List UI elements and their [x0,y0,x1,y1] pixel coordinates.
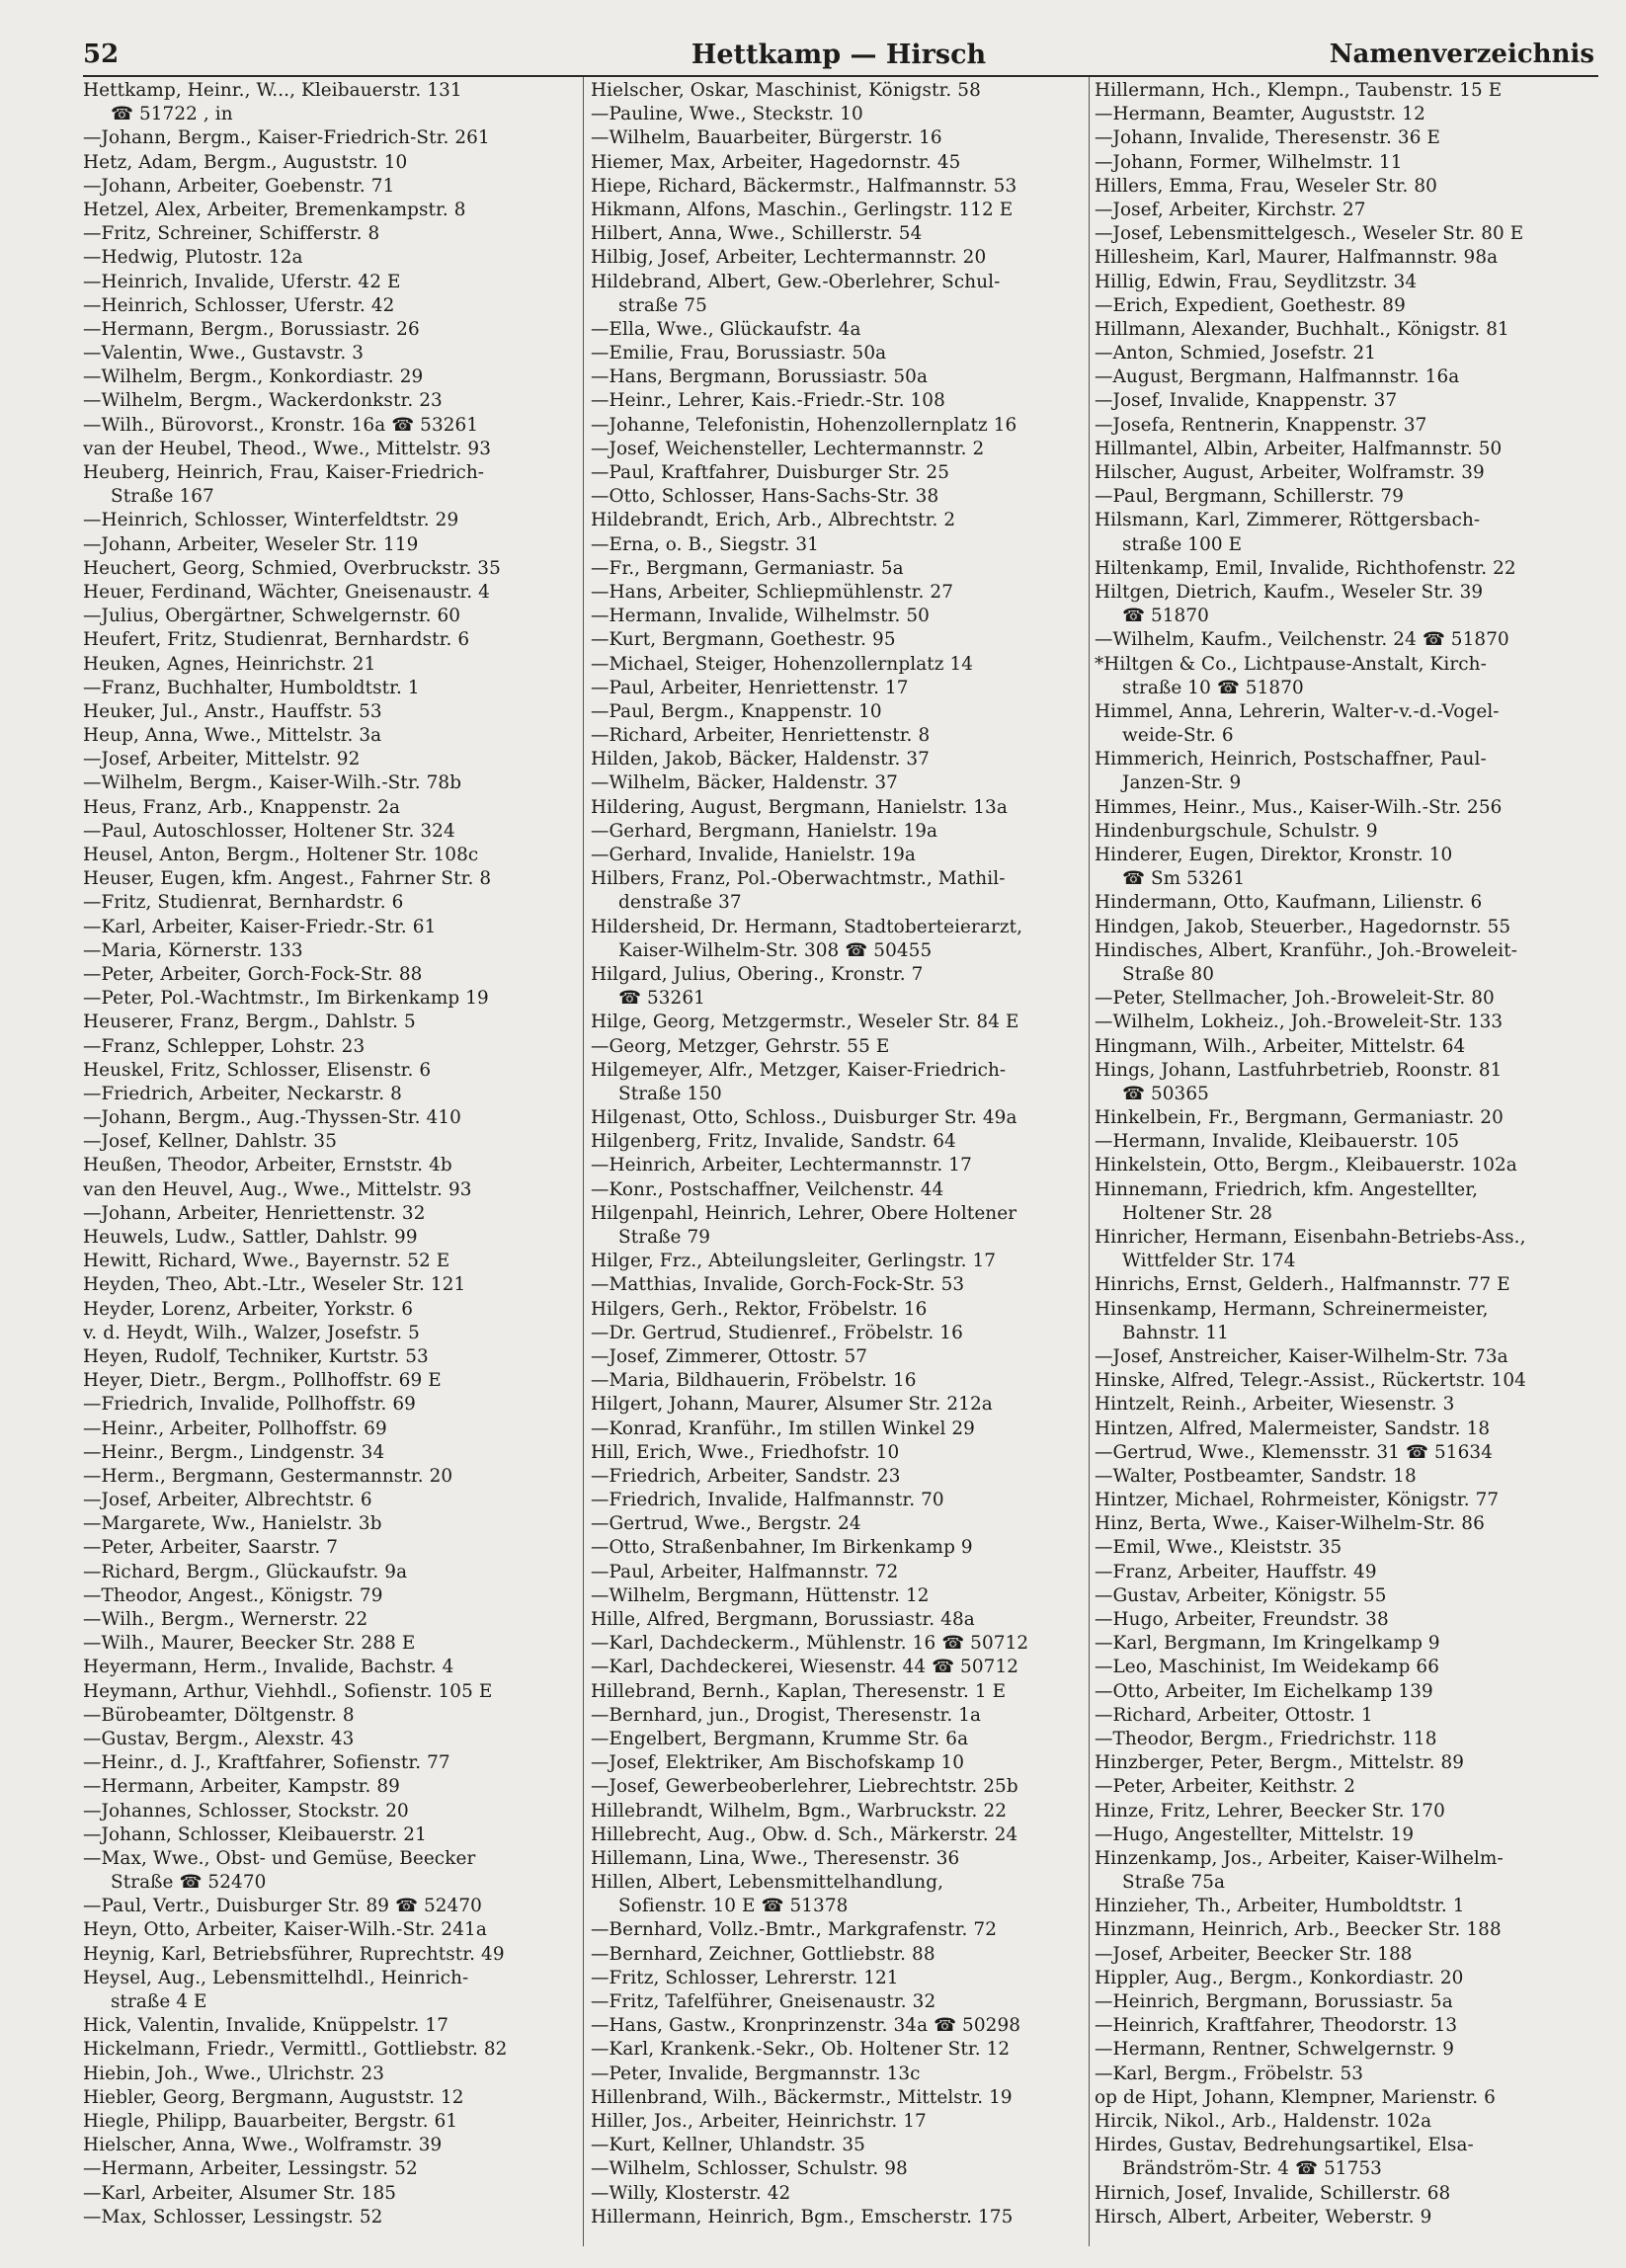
directory-entry: —Hermann, Arbeiter, Kampstr. 89 [83,1776,400,1798]
directory-entry: —Karl, Dachdeckerm., Mühlenstr. 16 ☎ 50712 [591,1633,1029,1655]
directory-entry: Hinske, Alfred, Telegr.-Assist., Rückertstr. 104 [1095,1370,1526,1392]
directory-entry: Hildebrand, Albert, Gew.-Oberlehrer, Schul- [591,271,1001,292]
directory-entry: —Julius, Obergärtner, Schwelgernstr. 60 [83,606,461,627]
directory-entry: Hick, Valentin, Invalide, Knüppelstr. 17 [83,2015,449,2037]
directory-entry: —Otto, Schlosser, Hans-Sachs-Str. 38 [591,486,939,508]
directory-entry: Himmel, Anna, Lehrerin, Walter-v.-d.-Vogel- [1095,700,1500,722]
directory-entry-continuation: Janzen-Str. 9 [1122,772,1242,794]
directory-entry: Hillermann, Hch., Klempn., Taubenstr. 15 E [1095,80,1503,101]
directory-entry: —Konr., Postschaffner, Veilchenstr. 44 [591,1178,944,1200]
directory-entry: Heyn, Otto, Arbeiter, Kaiser-Wilh.-Str. 241a [83,1919,487,1941]
directory-entry: Heyden, Theo, Abt.-Ltr., Weseler Str. 121 [83,1274,466,1296]
directory-entry: —Bernhard, Vollz.-Bmtr., Markgrafenstr. 72 [591,1919,997,1941]
directory-entry: —Emil, Wwe., Kleiststr. 35 [1095,1537,1342,1559]
directory-entry: —Friedrich, Arbeiter, Neckarstr. 8 [83,1083,402,1104]
directory-entry: —Franz, Schlepper, Lohstr. 23 [83,1035,366,1057]
directory-entry-continuation: straße 100 E [1122,533,1243,555]
directory-entry: —Fritz, Schlosser, Lehrerstr. 121 [591,1967,899,1988]
directory-entry: —Theodor, Bergm., Friedrichstr. 118 [1095,1728,1437,1749]
directory-entry: Hiebin, Joh., Wwe., Ulrichstr. 23 [83,2063,385,2084]
directory-entry: —Josef, Gewerbeoberlehrer, Liebrechtstr. 25b [591,1776,1018,1798]
directory-entry: —Johannes, Schlosser, Stockstr. 20 [83,1800,409,1822]
directory-entry: —Erna, o. B., Siegstr. 31 [591,533,819,555]
directory-entry: —Friedrich, Arbeiter, Sandstr. 23 [591,1465,901,1487]
directory-entry: Hirdes, Gustav, Bedrehungsartikel, Elsa- [1095,2135,1474,2156]
directory-entry: v. d. Heydt, Wilh., Walzer, Josefstr. 5 [83,1322,420,1343]
directory-entry: Hilsmann, Karl, Zimmerer, Röttgersbach- [1095,510,1481,531]
directory-entry: —Johann, Bergm., Kaiser-Friedrich-Str. 261 [83,127,490,149]
directory-entry-continuation: Straße 80 [1122,963,1215,985]
directory-entry: —Hans, Arbeiter, Schliepmühlenstr. 27 [591,581,954,603]
directory-entry: Hilgenast, Otto, Schloss., Duisburger Str. 49a [591,1107,1017,1129]
column-divider [583,77,584,2246]
directory-entry: —Bernhard, jun., Drogist, Theresenstr. 1a [591,1704,982,1726]
directory-entry: —Gertrud, Wwe., Klemensstr. 31 ☎ 51634 [1095,1441,1494,1463]
directory-entry: —Heinr., d. J., Kraftfahrer, Sofienstr. 77 [83,1752,450,1774]
directory-entry: —Maria, Körnerstr. 133 [83,939,303,961]
directory-entry: —Johann, Arbeiter, Henriettenstr. 32 [83,1202,426,1224]
directory-entry: Hilgemeyer, Alfr., Metzger, Kaiser-Friedrich- [591,1059,1007,1081]
directory-entry: Heyermann, Herm., Invalide, Bachstr. 4 [83,1657,454,1678]
directory-entry: —Josef, Elektriker, Am Bischofskamp 10 [591,1752,965,1774]
directory-entry: —Wilh., Bergm., Wernerstr. 22 [83,1609,368,1630]
directory-entry: Heuwels, Ludw., Sattler, Dahlstr. 99 [83,1227,418,1248]
directory-entry-continuation: straße 10 ☎ 51870 [1122,677,1304,698]
directory-entry: —Paul, Arbeiter, Henriettenstr. 17 [591,677,909,698]
directory-entry: —Herm., Bergmann, Gestermannstr. 20 [83,1465,453,1487]
directory-entry: Heyen, Rudolf, Techniker, Kurtstr. 53 [83,1345,429,1367]
directory-entry: —Karl, Arbeiter, Alsumer Str. 185 [83,2182,397,2204]
directory-entry: Hinz, Berta, Wwe., Kaiser-Wilhelm-Str. 86 [1095,1513,1485,1535]
directory-entry: —Georg, Metzger, Gehrstr. 55 E [591,1035,890,1057]
directory-entry: Heymann, Arthur, Viehhdl., Sofienstr. 105 E [83,1680,493,1702]
directory-entry: —Richard, Arbeiter, Ottostr. 1 [1095,1704,1373,1726]
directory-entry: Hille, Alfred, Bergmann, Borussiastr. 48a [591,1609,975,1630]
directory-entry: Hings, Johann, Lastfuhrbetrieb, Roonstr. 81 [1095,1059,1503,1081]
directory-entry: —Friedrich, Invalide, Halfmannstr. 70 [591,1490,944,1511]
directory-entry: —Paul, Bergm., Knappenstr. 10 [591,700,882,722]
directory-entry: —Hermann, Beamter, Auguststr. 12 [1095,104,1425,125]
directory-entry: Hildersheid, Dr. Hermann, Stadtoberteierarzt, [591,916,1023,937]
directory-entry: —August, Bergmann, Halfmannstr. 16a [1095,366,1460,388]
directory-entry: —Fr., Bergmann, Germaniastr. 5a [591,557,904,579]
directory-entry-continuation: Bahnstr. 11 [1122,1322,1229,1343]
directory-entry: Hinrichs, Ernst, Gelderh., Halfmannstr. 77 E [1095,1274,1510,1296]
directory-entry: Heus, Franz, Arb., Knappenstr. 2a [83,796,401,818]
directory-entry: Hiebler, Georg, Bergmann, Auguststr. 12 [83,2086,464,2108]
directory-entry: Hikmann, Alfons, Maschin., Gerlingstr. 112 E [591,199,1014,220]
directory-entry: —Karl, Bergmann, Im Kringelkamp 9 [1095,1633,1440,1655]
directory-entry: —Richard, Arbeiter, Henriettenstr. 8 [591,725,931,747]
directory-entry: Hirsch, Albert, Arbeiter, Weberstr. 9 [1095,2206,1432,2228]
directory-entry: —Karl, Krankenk.-Sekr., Ob. Holtener Str. 12 [591,2039,1011,2061]
directory-entry: Heußen, Theodor, Arbeiter, Ernststr. 4b [83,1155,452,1176]
directory-entry: Himmes, Heinr., Mus., Kaiser-Wilh.-Str. 256 [1095,796,1503,818]
directory-entry: —Friedrich, Invalide, Pollhoffstr. 69 [83,1394,416,1416]
directory-entry: —Peter, Stellmacher, Joh.-Broweleit-Str. 80 [1095,988,1495,1010]
directory-entry: —Franz, Arbeiter, Hauffstr. 49 [1095,1561,1377,1582]
directory-entry: —Gustav, Bergm., Alexstr. 43 [83,1728,355,1749]
directory-entry: —Hugo, Arbeiter, Freundstr. 38 [1095,1609,1389,1630]
directory-entry: Heyder, Lorenz, Arbeiter, Yorkstr. 6 [83,1298,414,1320]
directory-entry: Hiltenkamp, Emil, Invalide, Richthofenstr. 22 [1095,557,1516,579]
header-rule [83,75,1598,77]
directory-entry: Hiegle, Philipp, Bauarbeiter, Bergstr. 61 [83,2110,458,2132]
directory-entry-continuation: Kaiser-Wilhelm-Str. 308 ☎ 50455 [618,939,933,961]
directory-entry-continuation: Straße ☎ 52470 [111,1872,267,1894]
directory-entry: —Hermann, Rentner, Schwelgernstr. 9 [1095,2039,1455,2061]
section-title: Namenverzeichnis [1329,40,1594,69]
directory-entry: Heuken, Agnes, Heinrichstr. 21 [83,653,376,675]
directory-entry: Hilden, Jakob, Bäcker, Haldenstr. 37 [591,749,930,770]
directory-entry: —Richard, Bergm., Glückaufstr. 9a [83,1561,408,1582]
directory-entry-continuation: denstraße 37 [618,892,742,914]
directory-entry: —Peter, Arbeiter, Saarstr. 7 [83,1537,339,1559]
directory-entry: —Johann, Invalide, Theresenstr. 36 E [1095,127,1440,149]
directory-entry: —Josef, Zimmerer, Ottostr. 57 [591,1345,868,1367]
directory-entry: —Josef, Arbeiter, Albrechtstr. 6 [83,1490,372,1511]
directory-entry: —Josef, Anstreicher, Kaiser-Wilhelm-Str. 73a [1095,1345,1508,1367]
directory-entry: Hilbert, Anna, Wwe., Schillerstr. 54 [591,223,923,245]
directory-entry: —Gertrud, Wwe., Bergstr. 24 [591,1513,861,1535]
directory-entry: van den Heuvel, Aug., Wwe., Mittelstr. 93 [83,1178,472,1200]
directory-entry: —Gerhard, Bergmann, Hanielstr. 19a [591,820,938,842]
directory-entry: —Engelbert, Bergmann, Krumme Str. 6a [591,1728,969,1749]
directory-entry: Heynig, Karl, Betriebsführer, Ruprechtstr. 49 [83,1943,505,1965]
directory-entry: van der Heubel, Theod., Wwe., Mittelstr. 93 [83,438,492,459]
directory-entry: —Paul, Bergmann, Schillerstr. 79 [1095,486,1405,508]
directory-entry: —Paul, Arbeiter, Halfmannstr. 72 [591,1561,899,1582]
directory-entry: —Konrad, Kranführ., Im stillen Winkel 29 [591,1418,975,1439]
directory-entry: —Franz, Buchhalter, Humboldtstr. 1 [83,677,420,698]
directory-entry: Hildering, August, Bergmann, Hanielstr. 13a [591,796,1008,818]
directory-entry: —Leo, Maschinist, Im Weidekamp 66 [1095,1657,1439,1678]
directory-entry: —Hermann, Invalide, Wilhelmstr. 50 [591,606,930,627]
directory-entry: Hillesheim, Karl, Maurer, Halfmannstr. 98a [1095,247,1499,269]
directory-entry: —Hermann, Bergm., Borussiastr. 26 [83,318,420,340]
directory-entry: Heuer, Ferdinand, Wächter, Gneisenaustr. 4 [83,581,490,603]
directory-entry: Hill, Erich, Wwe., Friedhofstr. 10 [591,1441,900,1463]
directory-entry: —Wilhelm, Schlosser, Schulstr. 98 [591,2158,908,2180]
directory-entry: —Ella, Wwe., Glückaufstr. 4a [591,318,861,340]
directory-entry: —Karl, Bergm., Fröbelstr. 53 [1095,2063,1364,2084]
directory-entry: —Josef, Invalide, Knappenstr. 37 [1095,390,1398,412]
directory-entry: Heuskel, Fritz, Schlosser, Elisenstr. 6 [83,1059,432,1081]
directory-entry: —Hedwig, Plutostr. 12a [83,247,303,269]
directory-entry-continuation: Straße 167 [111,486,214,508]
directory-entry: —Wilhelm, Bäcker, Haldenstr. 37 [591,772,898,794]
directory-entry: —Maria, Bildhauerin, Fröbelstr. 16 [591,1370,917,1392]
directory-entry: Hinricher, Hermann, Eisenbahn-Betriebs-Ass., [1095,1227,1526,1248]
directory-entry: Hilbers, Franz, Pol.-Oberwachtmstr., Mathil- [591,868,1006,890]
directory-entry: —Fritz, Schreiner, Schifferstr. 8 [83,223,380,245]
directory-entry: Hilgenberg, Fritz, Invalide, Sandstr. 64 [591,1131,956,1153]
directory-entry: Hinsenkamp, Hermann, Schreinermeister, [1095,1298,1489,1320]
directory-entry: —Heinrich, Schlosser, Winterfeldtstr. 29 [83,510,459,531]
directory-entry: —Hermann, Invalide, Kleibauerstr. 105 [1095,1131,1460,1153]
directory-entry: —Johann, Bergm., Aug.-Thyssen-Str. 410 [83,1107,461,1129]
directory-entry: Hiemer, Max, Arbeiter, Hagedornstr. 45 [591,151,961,173]
directory-entry: Hirnich, Josef, Invalide, Schillerstr. 68 [1095,2182,1451,2204]
directory-entry: —Paul, Vertr., Duisburger Str. 89 ☎ 52470 [83,1896,482,1917]
column-2 [591,79,1085,2258]
directory-entry: —Walter, Postbeamter, Sandstr. 18 [1095,1465,1417,1487]
directory-entry: Heuker, Jul., Anstr., Hauffstr. 53 [83,700,382,722]
directory-entry: —Josef, Kellner, Dahlstr. 35 [83,1131,338,1153]
directory-entry: —Heinrich, Arbeiter, Lechtermannstr. 17 [591,1155,972,1176]
directory-entry: Hillmantel, Albin, Arbeiter, Halfmannstr. 50 [1095,438,1503,459]
directory-entry: op de Hipt, Johann, Klempner, Marienstr. 6 [1095,2086,1496,2108]
directory-entry: —Johanne, Telefonistin, Hohenzollernplatz 16 [591,414,1017,436]
directory-entry: —Josef, Weichensteller, Lechtermannstr. 2 [591,438,985,459]
directory-entry: Hetzel, Alex, Arbeiter, Bremenkampstr. 8 [83,199,466,220]
directory-entry: —Bernhard, Zeichner, Gottliebstr. 88 [591,1943,935,1965]
directory-entry: Hinnemann, Friedrich, kfm. Angestellter, [1095,1178,1479,1200]
directory-entry: —Paul, Autoschlosser, Holtener Str. 324 [83,820,455,842]
directory-entry: Heuchert, Georg, Schmied, Overbruckstr. 35 [83,557,501,579]
directory-entry: Hindermann, Otto, Kaufmann, Lilienstr. 6 [1095,892,1483,914]
directory-entry-continuation: Wittfelder Str. 174 [1122,1251,1296,1272]
directory-entry: —Karl, Dachdeckerei, Wiesenstr. 44 ☎ 50712 [591,1657,1019,1678]
directory-entry: —Karl, Arbeiter, Kaiser-Friedr.-Str. 61 [83,916,437,937]
directory-entry: Hildebrandt, Erich, Arb., Albrechtstr. 2 [591,510,956,531]
directory-entry: —Wilhelm, Kaufm., Veilchenstr. 24 ☎ 51870 [1095,629,1509,651]
directory-entry: —Johann, Schlosser, Kleibauerstr. 21 [83,1823,427,1845]
directory-entry-continuation: straße 4 E [111,1991,207,2012]
directory-entry: —Gerhard, Invalide, Hanielstr. 19a [591,845,916,865]
directory-entry: —Peter, Pol.-Wachtmstr., Im Birkenkamp 19 [83,988,489,1010]
directory-entry: —Heinrich, Schlosser, Uferstr. 42 [83,294,395,316]
directory-entry: —Hans, Bergmann, Borussiastr. 50a [591,366,929,388]
directory-entry: —Otto, Straßenbahner, Im Birkenkamp 9 [591,1537,973,1559]
column-divider [1089,77,1090,2246]
directory-entry: Hilbig, Josef, Arbeiter, Lechtermannstr. 20 [591,247,987,269]
directory-entry: Hiltgen, Dietrich, Kaufm., Weseler Str. 39 [1095,581,1484,603]
directory-entry: Hinkelbein, Fr., Bergmann, Germaniastr. 20 [1095,1107,1504,1129]
directory-entry: —Wilh., Bürovorst., Kronstr. 16a ☎ 53261 [83,414,479,436]
directory-entry: —Valentin, Wwe., Gustavstr. 3 [83,343,365,364]
directory-entry: Hilger, Frz., Abteilungsleiter, Gerlingstr. 17 [591,1251,997,1272]
directory-entry-continuation: ☎ Sm 53261 [1122,868,1246,890]
directory-entry: Heysel, Aug., Lebensmittelhdl., Heinrich- [83,1967,469,1988]
directory-entry: Hilgard, Julius, Obering., Kronstr. 7 [591,963,924,985]
directory-entry: —Josef, Arbeiter, Kirchstr. 27 [1095,199,1366,220]
directory-entry-continuation: Straße 75a [1122,1872,1226,1894]
directory-entry: —Heinr., Lehrer, Kais.-Friedr.-Str. 108 [591,390,945,412]
directory-entry: —Heinr., Arbeiter, Pollhoffstr. 69 [83,1418,387,1439]
directory-entry: —Wilh., Maurer, Beecker Str. 288 E [83,1633,416,1655]
directory-entry-continuation: Sofienstr. 10 E ☎ 51378 [618,1896,849,1917]
directory-entry-continuation: weide-Str. 6 [1122,725,1234,747]
directory-entry: Hillebrecht, Aug., Obw. d. Sch., Märkerstr. 24 [591,1823,1018,1845]
directory-entry: —Heinr., Bergm., Lindgenstr. 34 [83,1441,385,1463]
directory-entry: —Max, Schlosser, Lessingstr. 52 [83,2206,383,2228]
directory-entry: Heuser, Eugen, kfm. Angest., Fahrner Str. 8 [83,868,492,890]
directory-entry: Hickelmann, Friedr., Vermittl., Gottliebstr. 82 [83,2039,508,2061]
directory-entry-continuation: Holtener Str. 28 [1122,1202,1273,1224]
directory-entry: Hillebrand, Bernh., Kaplan, Theresenstr. 1 E [591,1680,1007,1702]
directory-entry: —Dr. Gertrud, Studienref., Fröbelstr. 16 [591,1322,963,1343]
directory-entry: —Otto, Arbeiter, Im Eichelkamp 139 [1095,1680,1433,1702]
column-1 [83,79,573,2258]
page-header [83,40,1594,75]
directory-entry: Hinzenkamp, Jos., Arbeiter, Kaiser-Wilhelm- [1095,1847,1504,1869]
directory-entry: Heufert, Fritz, Studienrat, Bernhardstr. 6 [83,629,470,651]
directory-entry: —Willy, Klosterstr. 42 [591,2182,791,2204]
directory-entry: Hinzmann, Heinrich, Arb., Beecker Str. 188 [1095,1919,1502,1941]
directory-entry: —Peter, Invalide, Bergmannstr. 13c [591,2063,921,2084]
directory-entry: —Heinrich, Kraftfahrer, Theodorstr. 13 [1095,2015,1458,2037]
directory-entry: —Pauline, Wwe., Steckstr. 10 [591,104,863,125]
directory-entry: —Emilie, Frau, Borussiastr. 50a [591,343,887,364]
directory-entry: —Wilhelm, Bergmann, Hüttenstr. 12 [591,1584,930,1606]
directory-entry: Hetz, Adam, Bergm., Auguststr. 10 [83,151,408,173]
directory-entry-continuation: Brändström-Str. 4 ☎ 51753 [1122,2158,1382,2180]
directory-entry: —Johann, Arbeiter, Weseler Str. 119 [83,533,419,555]
directory-entry: —Wilhelm, Bergm., Wackerdonkstr. 23 [83,390,443,412]
directory-entry: —Josef, Arbeiter, Mittelstr. 92 [83,749,361,770]
directory-entry: —Anton, Schmied, Josefstr. 21 [1095,343,1377,364]
directory-entry: Hillebrandt, Wilhelm, Bgm., Warbruckstr. 22 [591,1800,1008,1822]
directory-entry: Hillen, Albert, Lebensmittelhandlung, [591,1872,944,1894]
directory-entry: —Michael, Steiger, Hohenzollernplatz 14 [591,653,974,675]
directory-entry: —Erich, Expedient, Goethestr. 89 [1095,294,1406,316]
directory-entry: —Josef, Lebensmittelgesch., Weseler Str. 80 E [1095,223,1524,245]
directory-entry: Hilscher, August, Arbeiter, Wolframstr. 39 [1095,462,1485,483]
directory-entry: Hillermann, Heinrich, Bgm., Emscherstr. 175 [591,2206,1014,2228]
directory-entry: —Peter, Arbeiter, Keithstr. 2 [1095,1776,1356,1798]
directory-entry: —Fritz, Studienrat, Bernhardstr. 6 [83,892,404,914]
directory-entry: Heyer, Dietr., Bergm., Pollhoffstr. 69 E [83,1370,442,1392]
directory-entry: —Gustav, Arbeiter, Königstr. 55 [1095,1584,1387,1606]
directory-entry: Hettkamp, Heinr., W..., Kleibauerstr. 131 [83,80,462,101]
directory-entry: —Kurt, Kellner, Uhlandstr. 35 [591,2135,865,2156]
directory-entry: Hindenburgschule, Schulstr. 9 [1095,820,1378,842]
directory-entry: Hilgers, Gerh., Rektor, Fröbelstr. 16 [591,1298,928,1320]
directory-entry: —Max, Wwe., Obst- und Gemüse, Beecker [83,1847,476,1869]
directory-entry: —Hugo, Angestellter, Mittelstr. 19 [1095,1823,1415,1845]
directory-entry-continuation: ☎ 51722 , in [111,104,233,125]
directory-entry: Heusel, Anton, Bergm., Holtener Str. 108c [83,845,479,865]
directory-entry-continuation: ☎ 53261 [618,988,705,1010]
directory-entry: Heup, Anna, Wwe., Mittelstr. 3a [83,725,382,747]
directory-entry: Hilge, Georg, Metzgermstr., Weseler Str. 84 E [591,1012,1019,1033]
directory-entry: Hinderer, Eugen, Direktor, Kronstr. 10 [1095,845,1453,865]
directory-entry: Hillmann, Alexander, Buchhalt., Königstr. 81 [1095,318,1509,340]
directory-entry: —Josef, Arbeiter, Beecker Str. 188 [1095,1943,1413,1965]
directory-entry: Hindgen, Jakob, Steuerber., Hagedornstr. 55 [1095,916,1511,937]
directory-entry: —Margarete, Ww., Hanielstr. 3b [83,1513,382,1535]
directory-entry: Hinze, Fritz, Lehrer, Beecker Str. 170 [1095,1800,1445,1822]
directory-entry: Hingmann, Wilh., Arbeiter, Mittelstr. 64 [1095,1035,1466,1057]
directory-entry: Hilgenpahl, Heinrich, Lehrer, Obere Holtener [591,1202,1017,1224]
directory-entry-continuation: Straße 79 [618,1227,711,1248]
directory-entry: Hilgert, Johann, Maurer, Alsumer Str. 212a [591,1394,993,1416]
directory-entry: Hillemann, Lina, Wwe., Theresenstr. 36 [591,1847,960,1869]
directory-entry: —Josefa, Rentnerin, Knappenstr. 37 [1095,414,1427,436]
directory-entry: Heuserer, Franz, Bergm., Dahlstr. 5 [83,1012,416,1033]
directory-entry: Himmerich, Heinrich, Postschaffner, Paul- [1095,749,1487,770]
directory-entry-continuation: ☎ 50365 [1122,1083,1209,1104]
directory-entry-continuation: ☎ 51870 [1122,606,1209,627]
directory-entry: Hintzen, Alfred, Malermeister, Sandstr. 18 [1095,1418,1491,1439]
directory-entry: —Bürobeamter, Döltgenstr. 8 [83,1704,355,1726]
directory-entry: —Peter, Arbeiter, Gorch-Fock-Str. 88 [83,963,423,985]
directory-entry: Hielscher, Anna, Wwe., Wolframstr. 39 [83,2135,443,2156]
directory-entry: Hintzelt, Reinh., Arbeiter, Wiesenstr. 3 [1095,1394,1455,1416]
directory-entry: Hillers, Emma, Frau, Weseler Str. 80 [1095,175,1437,197]
directory-entry: Hintzer, Michael, Rohrmeister, Königstr. 77 [1095,1490,1500,1511]
directory-entry: Hewitt, Richard, Wwe., Bayernstr. 52 E [83,1251,450,1272]
directory-entry-continuation: straße 75 [618,294,707,316]
directory-entry: Hircik, Nikol., Arb., Haldenstr. 102a [1095,2110,1432,2132]
directory-entry: Hinkelstein, Otto, Bergm., Kleibauerstr. 102a [1095,1155,1517,1176]
running-head: Hettkamp — Hirsch [691,40,987,70]
directory-entry: —Fritz, Tafelführer, Gneisenaustr. 32 [591,1991,936,2012]
directory-entry: Hillenbrand, Wilh., Bäckermstr., Mittelstr. 19 [591,2086,1013,2108]
directory-entry: Heuberg, Heinrich, Frau, Kaiser-Friedrich- [83,462,485,483]
column-3 [1095,79,1612,2258]
directory-entry: —Wilhelm, Bauarbeiter, Bürgerstr. 16 [591,127,942,149]
directory-entry-continuation: Straße 150 [618,1083,722,1104]
directory-entry: —Wilhelm, Bergm., Konkordiastr. 29 [83,366,424,388]
directory-entry: —Kurt, Bergmann, Goethestr. 95 [591,629,896,651]
directory-entry: —Johann, Former, Wilhelmstr. 11 [1095,151,1403,173]
directory-entry: —Wilhelm, Bergm., Kaiser-Wilh.-Str. 78b [83,772,462,794]
directory-entry: —Johann, Arbeiter, Goebenstr. 71 [83,175,395,197]
directory-entry: Hielscher, Oskar, Maschinist, Königstr. 58 [591,80,981,101]
directory-entry: —Matthias, Invalide, Gorch-Fock-Str. 53 [591,1274,965,1296]
directory-entry: —Theodor, Angest., Königstr. 79 [83,1584,383,1606]
directory-entry: Hinzberger, Peter, Bergm., Mittelstr. 89 [1095,1752,1465,1774]
directory-entry: —Heinrich, Bergmann, Borussiastr. 5a [1095,1991,1453,2012]
directory-entry: *Hiltgen & Co., Lichtpause-Anstalt, Kirch- [1095,653,1487,675]
directory-entry: Hippler, Aug., Bergm., Konkordiastr. 20 [1095,1967,1464,1988]
directory-entry: —Wilhelm, Lokheiz., Joh.-Broweleit-Str. 133 [1095,1012,1504,1033]
directory-entry: —Hans, Gastw., Kronprinzenstr. 34a ☎ 50298 [591,2015,1021,2037]
directory-entry: Hinzieher, Th., Arbeiter, Humboldtstr. 1 [1095,1896,1465,1917]
page-number: 52 [83,40,120,69]
directory-entry: Hiepe, Richard, Bäckermstr., Halfmannstr. 53 [591,175,1017,197]
directory-entry: Hindisches, Albert, Kranführ., Joh.-Broweleit- [1095,939,1518,961]
directory-entry: —Hermann, Arbeiter, Lessingstr. 52 [83,2158,418,2180]
directory-entry: Hillig, Edwin, Frau, Seydlitzstr. 34 [1095,271,1418,292]
directory-entry: —Heinrich, Invalide, Uferstr. 42 E [83,271,401,292]
directory-entry: —Paul, Kraftfahrer, Duisburger Str. 25 [591,462,950,483]
directory-entry: Hiller, Jos., Arbeiter, Heinrichstr. 17 [591,2110,927,2132]
